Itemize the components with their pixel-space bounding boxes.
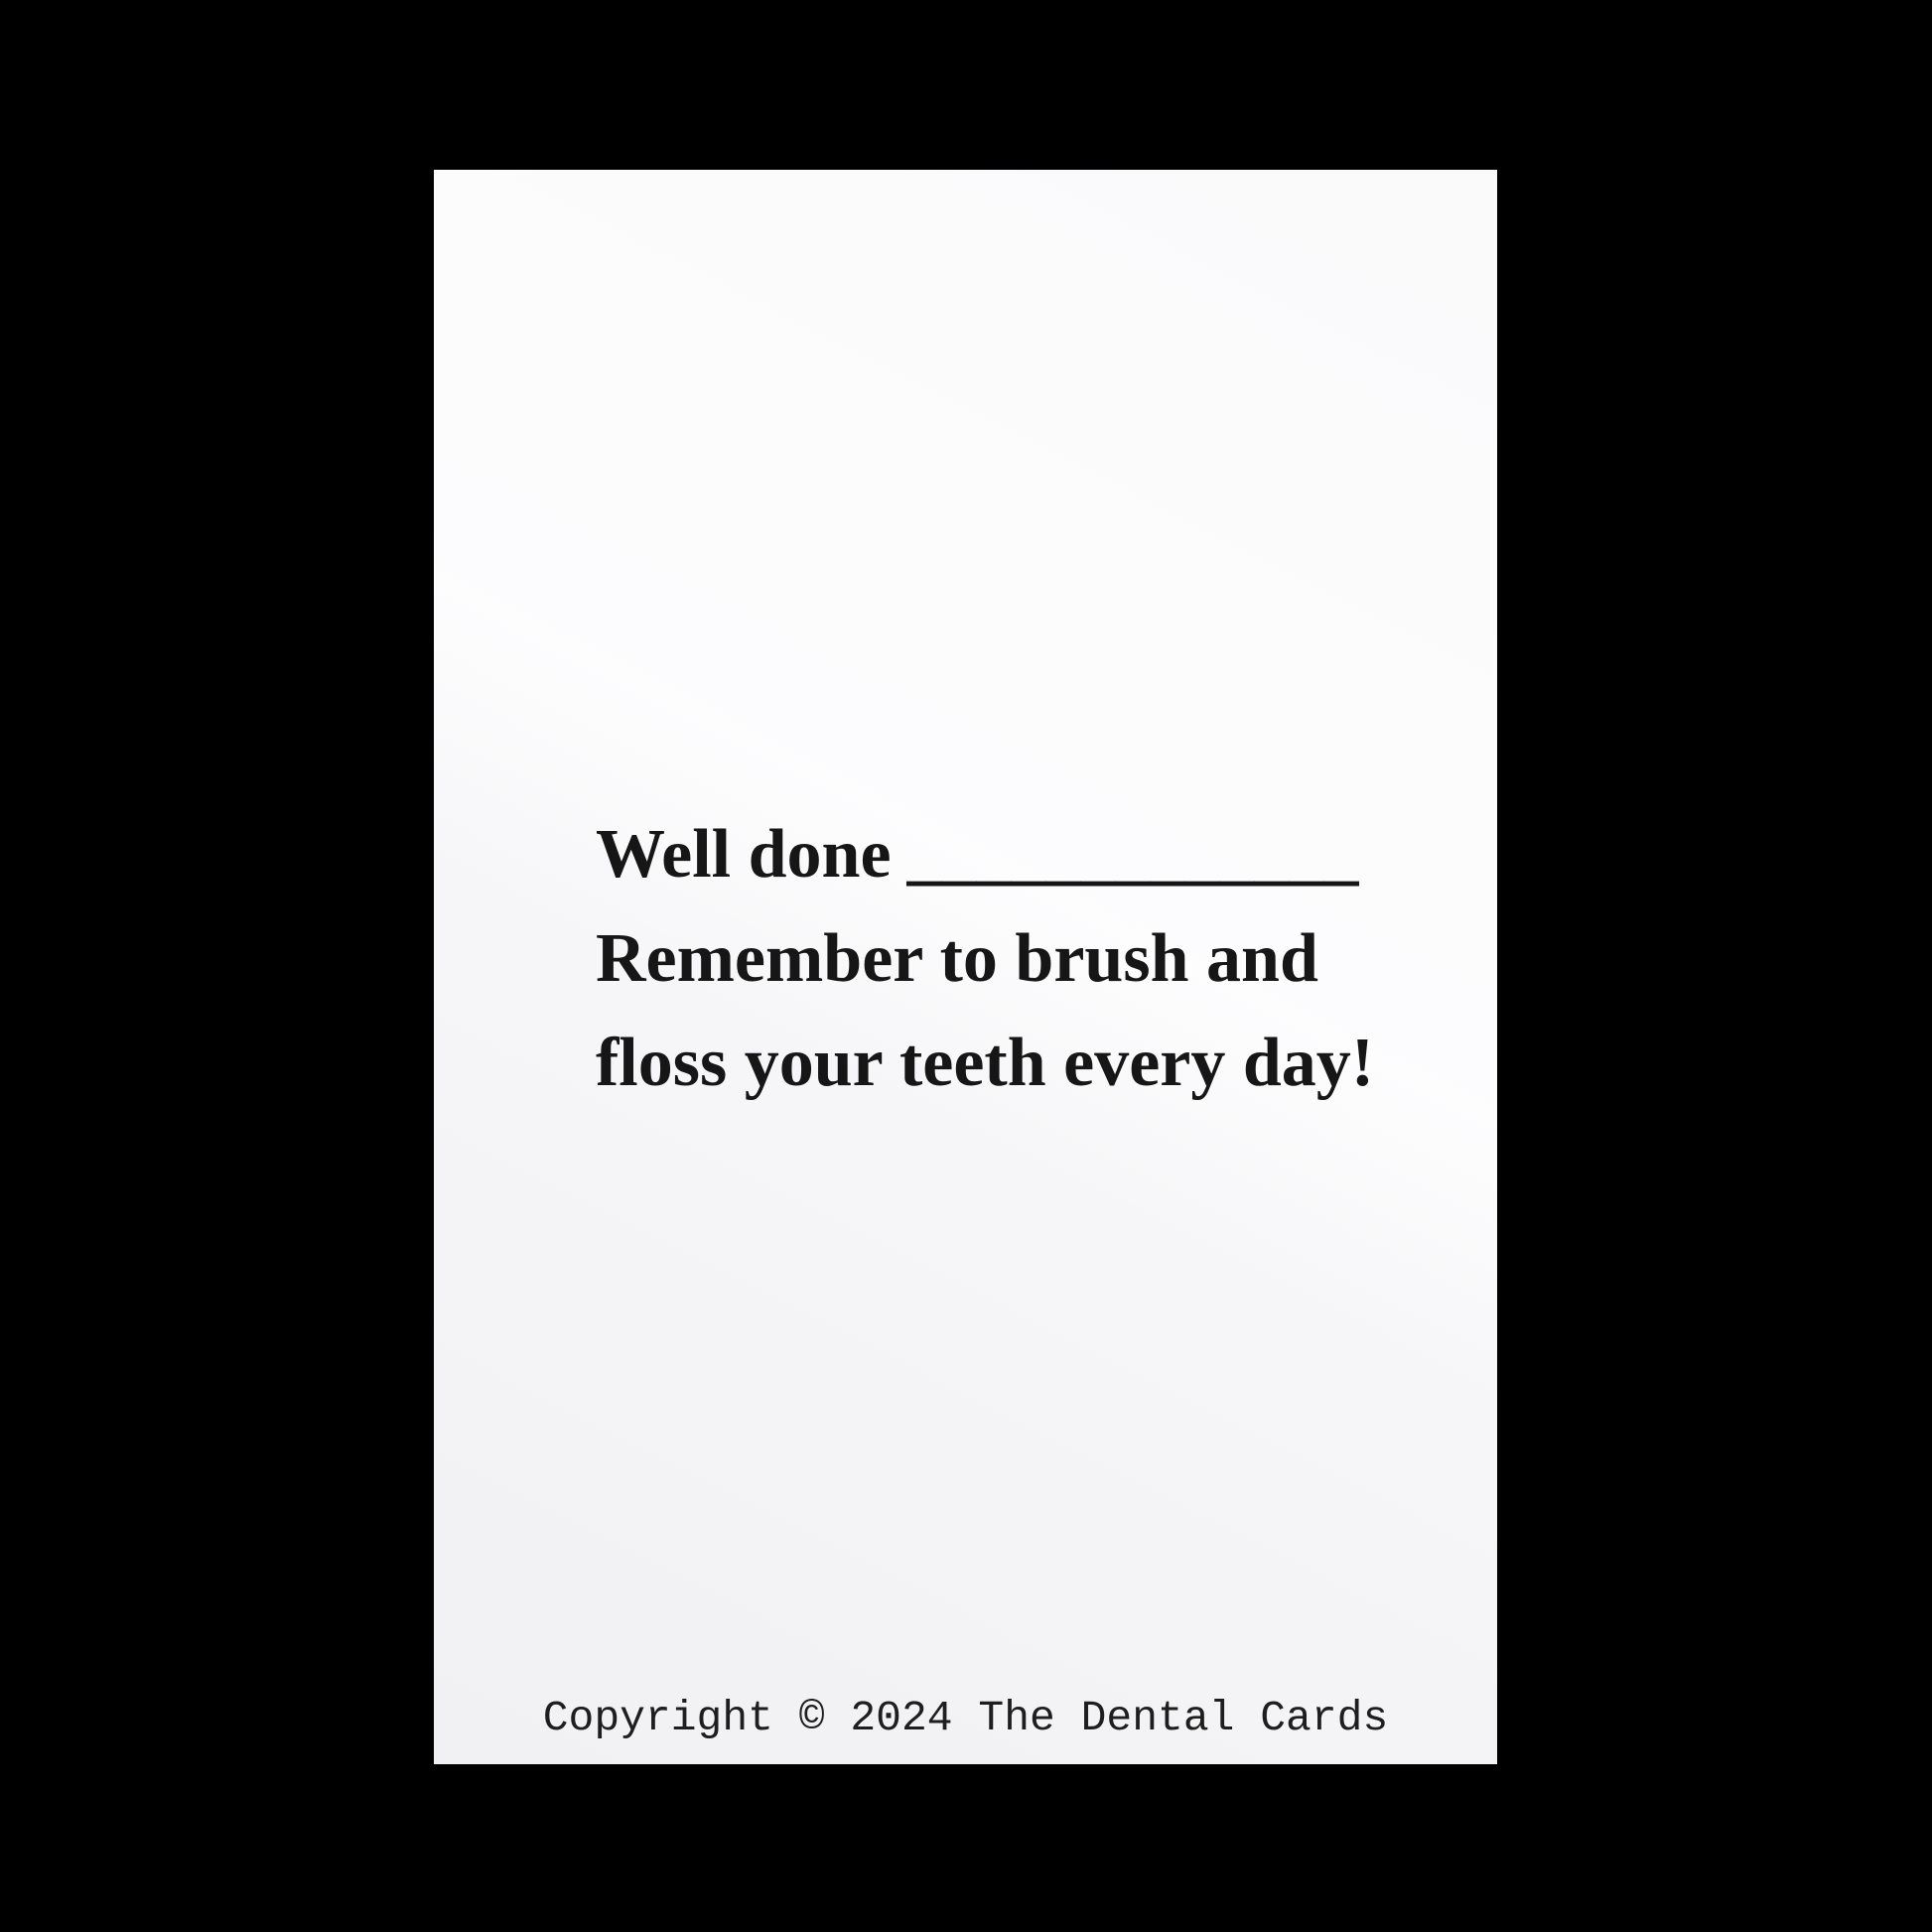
message-line-3: floss your teeth every day! [596, 1025, 1375, 1101]
well-done-text: Well done [596, 816, 892, 893]
message-line-1 [596, 802, 1374, 906]
name-blank-line: _____________ [906, 816, 1359, 893]
copyright-notice: Copyright © 2024 The Dental Cards [542, 1694, 1389, 1742]
dental-card [434, 170, 1497, 1764]
card-message [596, 802, 1374, 1115]
message-line-2: Remember to brush and [596, 920, 1318, 997]
